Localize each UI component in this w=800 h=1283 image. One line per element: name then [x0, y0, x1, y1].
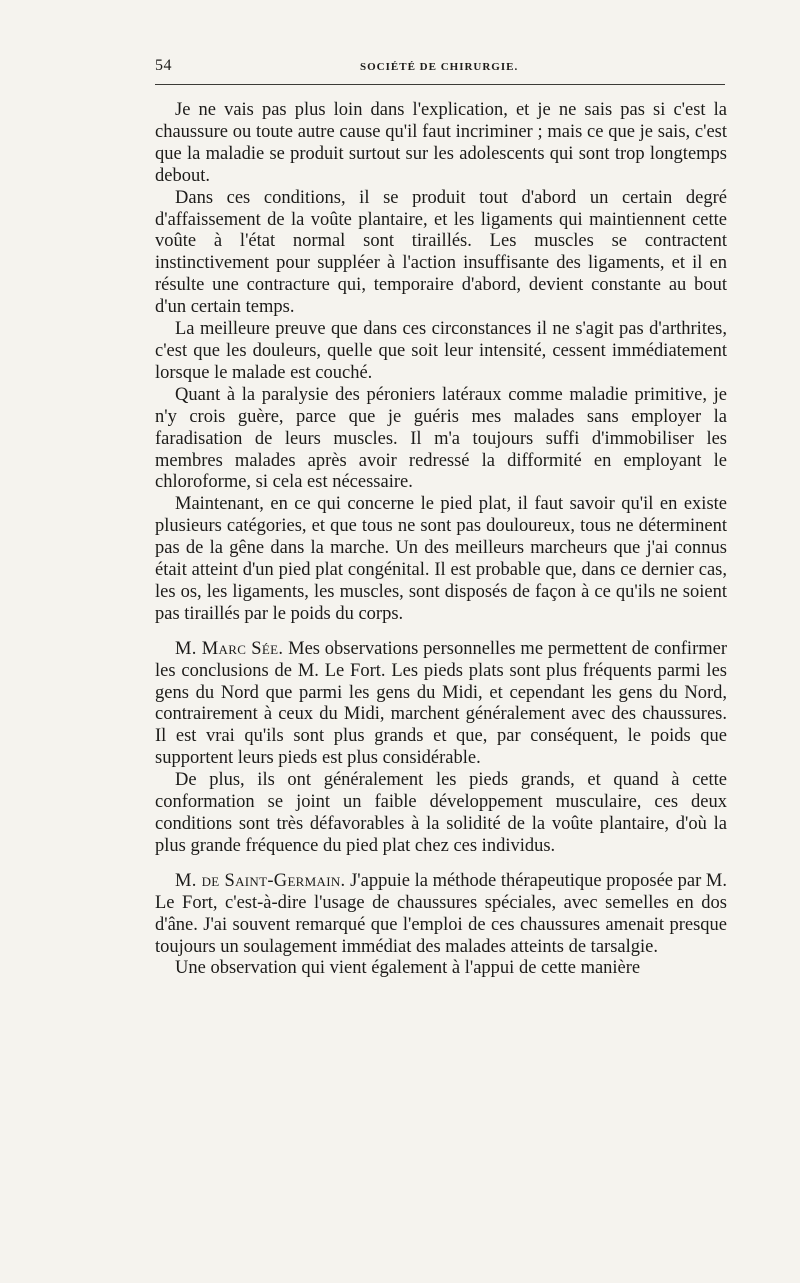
paragraph-text: Maintenant, en ce qui concerne le pied plat, il faut savoir qu'il en existe plusieurs catégories, et que tous ne sont pas douloureux, tous ne déterminent pas de la gêne dans la marche. Un des meilleurs marcheurs que j'ai connus était atteint d'un pied plat congénital. Il est probable que, dans ce dernier cas, les os, les ligaments, les muscles, sont disposés de façon à ce qu'ils ne soient pas tiraillés par le poids du corps.	[155, 494, 727, 624]
speaker-paragraph	[155, 871, 727, 959]
speaker-name: M. Marc Sée.	[175, 638, 284, 659]
paragraph	[155, 385, 727, 495]
paragraph	[155, 188, 727, 319]
running-title: SOCIÉTÉ DE CHIRURGIE.	[360, 61, 519, 73]
paragraph	[155, 319, 727, 385]
paragraph	[155, 494, 727, 625]
paragraph-text: De plus, ils ont généralement les pieds grands, et quand à cette conformation se joint un faible développement musculaire, ces deux conditions sont très défavorables à la solidité de la voûte plantaire, d'où la plus grande fréquence du pied plat chez ces individus.	[155, 770, 727, 856]
speaker-paragraph	[155, 639, 727, 770]
paragraph-text: J'appuie la méthode thérapeutique proposée par M. Le Fort, c'est-à-dire l'usage de chaussures spéciales, avec semelles en dos d'âne. J'ai souvent remarqué que l'emploi de ces chaussures amenait presque toujours un soulagement immédiat des malades atteints de tarsalgie.	[155, 870, 727, 957]
paragraph-text: Une observation qui vient également à l'appui de cette manière	[175, 958, 641, 979]
paragraph	[155, 958, 727, 980]
paragraph-text: Je ne vais pas plus loin dans l'explication, et je ne sais pas si c'est la chaussure ou toute autre cause qu'il faut incriminer ; mais ce que je sais, c'est que la maladie se produit surtout sur les adolescents qui sont trop longtemps debout.	[155, 100, 727, 186]
header-rule	[155, 84, 725, 85]
paragraph	[155, 100, 727, 188]
paragraph-text: La meilleure preuve que dans ces circonstances il ne s'agit pas d'arthrites, c'est que les douleurs, quelle que soit leur intensité, cessent immédiatement lorsque le malade est couché.	[155, 319, 727, 383]
page-number: 54	[155, 57, 172, 74]
paragraph	[155, 770, 727, 858]
paragraph-text: Quant à la paralysie des péroniers latéraux comme maladie primitive, je n'y crois guère, parce que je guéris mes malades sans employer la faradisation de leurs muscles. Il m'a toujours suffi d'immobiliser les membres malades après avoir redressé la difformité en employant le chloroforme, si cela est nécessaire.	[155, 384, 727, 493]
speaker-name: M. de Saint-Germain.	[175, 870, 346, 891]
paragraph-text: Dans ces conditions, il se produit tout d'abord un certain degré d'affaissement de la voûte plantaire, et les ligaments qui maintiennent cette voûte à l'état normal sont tiraillés. Les muscles se contractent instinctivement pour suppléer à l'action insuffisante des ligaments, et il en résulte une contracture qui, temporaire d'abord, devient constante au bout d'un certain temps.	[155, 187, 727, 318]
page-header	[155, 57, 725, 83]
body-text	[155, 100, 727, 980]
paragraph-text: Mes observations personnelles me permettent de confirmer les conclusions de M. Le Fort. Les pieds plats sont plus fréquents parmi les gens du Nord que parmi les gens du Midi, et cependant les gens du Nord, contrairement à ceux du Midi, marchent généralement avec des chaussures. Il est vrai qu'ils sont plus grands et que, par conséquent, le poids que supportent leurs pieds est plus considérable.	[155, 638, 727, 769]
